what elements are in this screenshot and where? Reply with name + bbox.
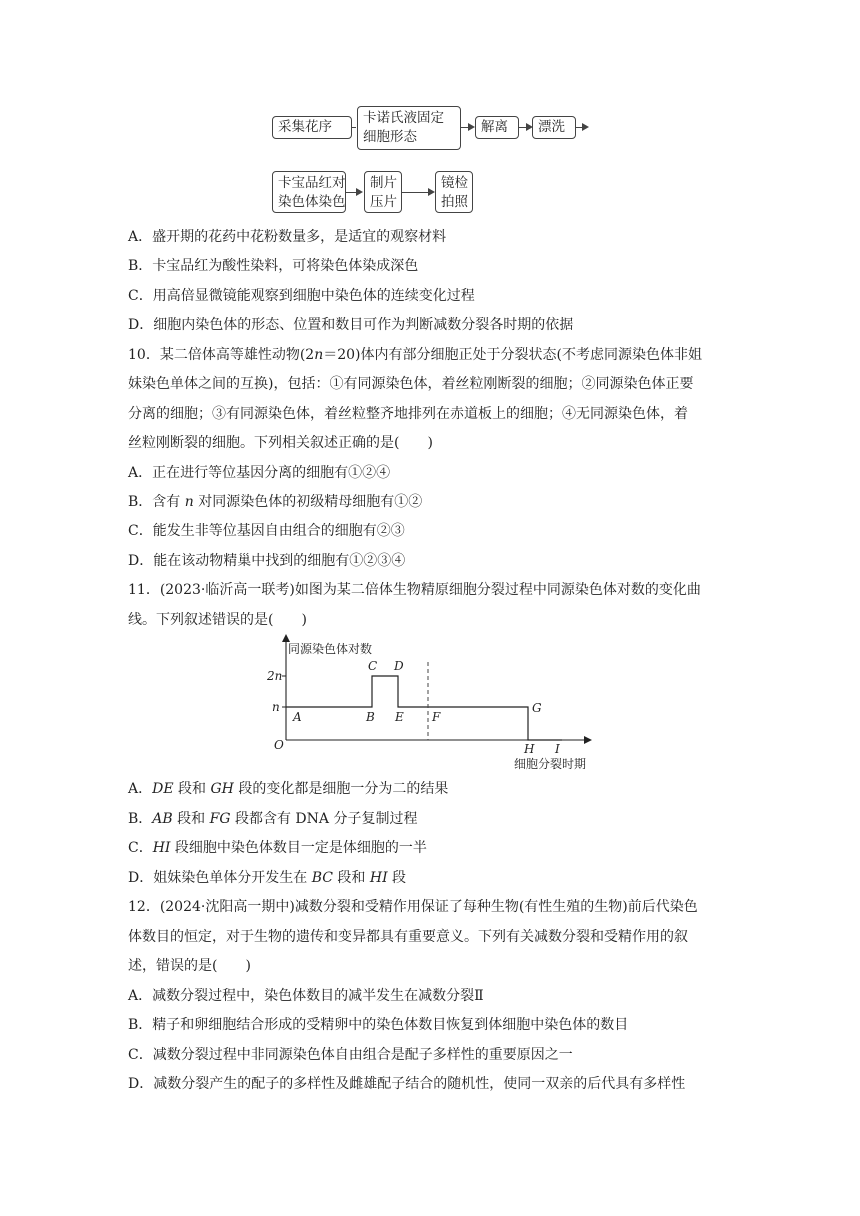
q10-option-a: A．正在进行等位基因分离的细胞有①②④ [128, 465, 391, 481]
flow-box-rinse: 漂洗 [532, 116, 576, 139]
point-f: F [432, 710, 441, 724]
tick-n: n [272, 700, 280, 714]
q12-stem-line2: 体数目的恒定，对于生物的遗传和变异都具有重要意义。下列有关减数分裂和受精作用的叙 [128, 929, 688, 945]
point-h: H [524, 742, 535, 756]
q9-option-a: A．盛开期的花药中花粉数量多，是适宜的观察材料 [128, 229, 447, 245]
q11-stem-line2: 线。下列叙述错误的是( ) [128, 612, 307, 628]
q10-option-b: B．含有 n 对同源染色体的初级精母细胞有①② [128, 494, 423, 510]
x-axis-label: 细胞分裂时期 [514, 757, 587, 771]
q12-option-b: B．精子和卵细胞结合形成的受精卵中的染色体数目恢复到体细胞中染色体的数目 [128, 1017, 629, 1033]
series-line [286, 676, 562, 740]
point-a: A [293, 710, 302, 724]
point-g: G [532, 701, 542, 715]
q11-stem-line1: 11．(2023·临沂高一联考)如图为某二倍体生物精原细胞分裂过程中同源染色体对数的变化曲 [128, 582, 701, 598]
q12-option-c: C．减数分裂过程中非同源染色体自由组合是配子多样性的重要原因之一 [128, 1047, 573, 1063]
q11-option-d: D．姐妹染色单体分开发生在 BC 段和 HI 段 [128, 870, 407, 886]
flow-box-inspect: 镜检 拍照 [435, 171, 473, 213]
flow-box-dissociate: 解离 [475, 116, 519, 139]
q12-stem-line3: 述，错误的是( ) [128, 958, 251, 974]
point-i: I [555, 742, 560, 756]
q10-stem-line2: 妹染色单体之间的互换)，包括：①有同源染色体，着丝粒刚断裂的细胞；②同源染色体正要 [128, 376, 694, 392]
q10-stem-line1: 10．某二倍体高等雄性动物(2n＝20)体内有部分细胞正处于分裂状态(不考虑同源染色体非姐 [128, 347, 702, 363]
origin-label: O [274, 738, 284, 752]
q11-option-a: A．DE 段和 GH 段的变化都是细胞一分为二的结果 [128, 781, 449, 797]
q9-option-b: B．卡宝品红为酸性染料，可将染色体染成深色 [128, 258, 419, 274]
point-e: E [395, 710, 404, 724]
q10-option-d: D．能在该动物精巢中找到的细胞有①②③④ [128, 553, 406, 569]
point-c: C [368, 659, 378, 673]
flow-box-slide: 制片 压片 [364, 171, 402, 213]
q11-option-b: B．AB 段和 FG 段都含有 DNA 分子复制过程 [128, 811, 418, 827]
q10-stem-line3: 分离的细胞；③有同源染色体，着丝粒整齐地排列在赤道板上的细胞；④无同源染色体，着 [128, 406, 688, 422]
point-b: B [366, 710, 375, 724]
q12-option-a: A．减数分裂过程中，染色体数目的减半发生在减数分裂Ⅱ [128, 988, 484, 1004]
flow-box-collect: 采集花序 [272, 116, 352, 139]
homologous-pairs-chart [262, 632, 602, 776]
q9-option-c: C．用高倍显微镜能观察到细胞中染色体的连续变化过程 [128, 288, 475, 304]
chart-svg [262, 632, 602, 772]
tick-2n: 2n [267, 669, 283, 683]
x-axis-arrow [584, 736, 592, 744]
y-axis-label: 同源染色体对数 [288, 642, 373, 656]
q10-stem-line4: 丝粒刚断裂的细胞。下列相关叙述正确的是( ) [128, 435, 433, 451]
q9-option-d: D．细胞内染色体的形态、位置和数目可作为判断减数分裂各时期的依据 [128, 317, 574, 333]
q10-option-c: C．能发生非等位基因自由组合的细胞有②③ [128, 523, 405, 539]
q12-stem-line1: 12．(2024·沈阳高一期中)减数分裂和受精作用保证了每种生物(有性生殖的生物)前后代染色 [128, 899, 698, 915]
flow-box-fix: 卡诺氏液固定 细胞形态 [357, 106, 461, 150]
q11-option-c: C．HI 段细胞中染色体数目一定是体细胞的一半 [128, 840, 427, 856]
q12-option-d: D．减数分裂产生的配子的多样性及雌雄配子结合的随机性，使同一双亲的后代具有多样性 [128, 1076, 686, 1092]
y-axis-arrow [282, 634, 290, 642]
point-d: D [394, 659, 404, 673]
flow-box-stain: 卡宝品红对 染色体染色 [272, 171, 346, 213]
